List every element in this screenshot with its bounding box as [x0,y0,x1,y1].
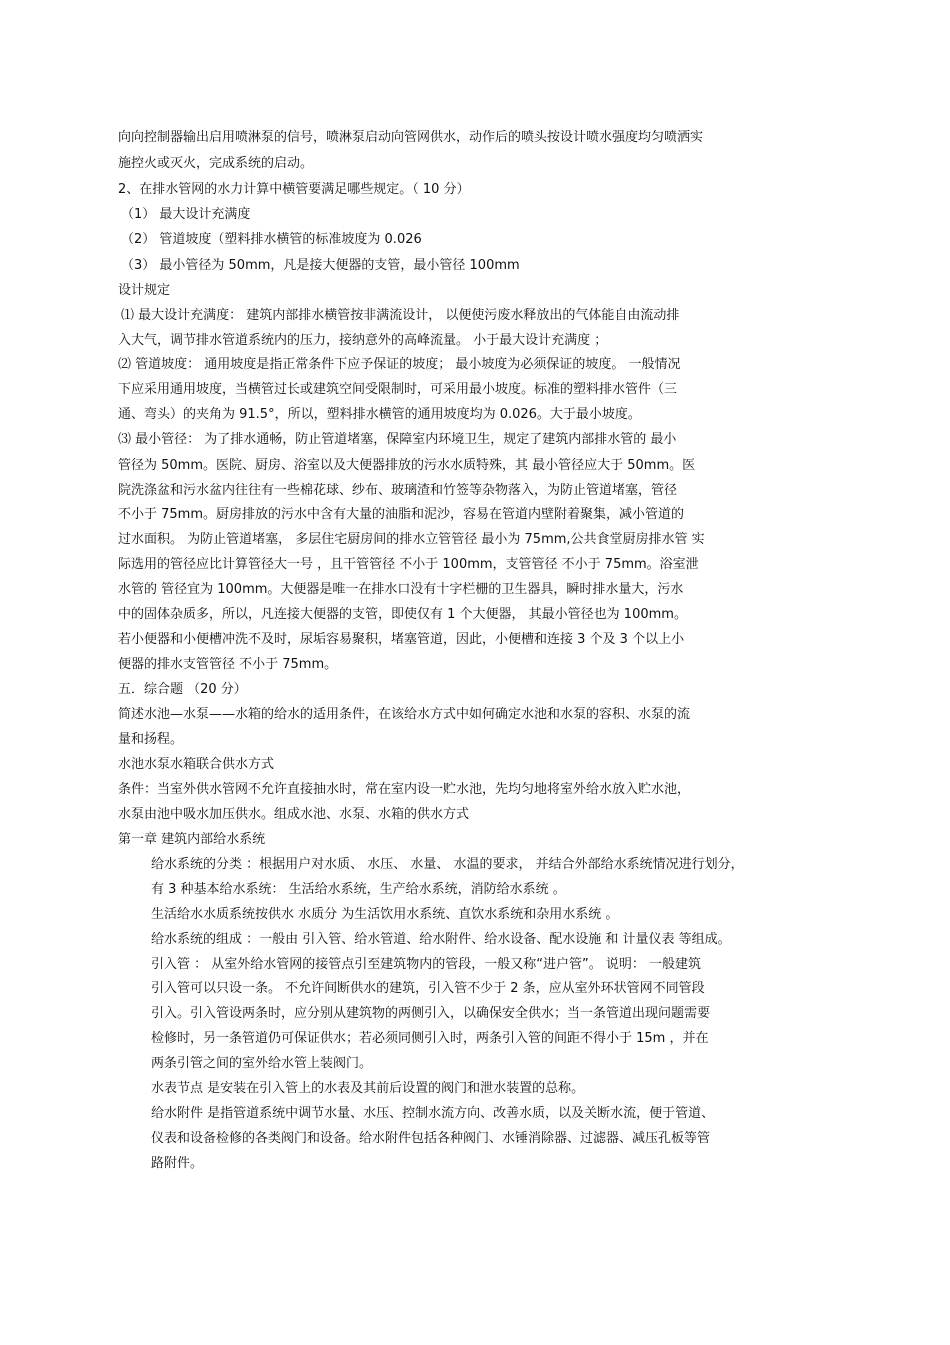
text-line: 过水面积。 为防止管道堵塞， 多层住宅厨房间的排水立管管径 最小为 75mm,公共食堂厨房排水管 实 [118,532,705,547]
chapter-heading: 第一章 建筑内部给水系统 [118,832,266,847]
text-line: （3） 最小管径为 50mm，凡是接大便器的支管，最小管径 100mm [121,258,520,273]
text-line: 水表节点 是安装在引入管上的水表及其前后设置的阀门和泄水装置的总称。 [151,1081,585,1096]
text-line: 施控火或灭火，完成系统的启动。 [118,156,314,171]
text-line: 简述水池—水泵——水箱的给水的适用条件，在该给水方式中如何确定水池和水泵的容积、水泵的流 [118,707,691,722]
text-line: 便器的排水支管管径 不小于 75mm。 [118,657,338,672]
section-heading: 五．综合题 （20 分） [118,682,247,697]
text-line: 向向控制器输出启用喷淋泵的信号，喷淋泵启动向管网供水，动作后的喷头按设计喷水强度均匀喷洒实 [118,130,704,145]
text-line: 水池水泵水箱联合供水方式 [118,757,275,772]
text-line: 条件：当室外供水管网不允许直接抽水时，常在室内设一贮水池，先均匀地将室外给水放入贮水池， [118,782,691,797]
text-line: 给水附件 是指管道系统中调节水量、水压、控制水流方向、改善水质，以及关断水流，便于管道、 [151,1106,715,1121]
question-heading: 2、在排水管网的水力计算中横管要满足哪些规定。（ 10 分） [118,182,470,197]
text-line: 给水系统的组成 ：一般由 引入管、给水管道、给水附件、给水设备、配水设施 和 计量仪表 等组成。 [151,932,731,947]
text-line: 管径为 50mm。医院、厨房、浴室以及大便器排放的污水水质特殊，其 最小管径应大于 50mm。医 [118,458,696,473]
text-line: 有 3 种基本给水系统： 生活给水系统，生产给水系统，消防给水系统 。 [151,882,566,897]
text-line: （1） 最大设计充满度 [121,207,251,222]
text-line: ⑵ 管道坡度： 通用坡度是指正常条件下应予保证的坡度； 最小坡度为必须保证的坡度。 一般情况 [118,357,681,372]
text-line: 水泵由池中吸水加压供水。组成水池、水泵、水箱的供水方式 [118,807,470,822]
text-line: 检修时，另一条管道仍可保证供水；若必须同侧引入时，两条引入管的间距不得小于 15m ，并在 [151,1031,709,1046]
section-heading: 设计规定 [118,283,171,298]
text-line: 通、弯头）的夹角为 91.5°，所以，塑料排水横管的通用坡度均为 0.026。大于最小坡度。 [118,407,641,422]
text-line: 际选用的管径应比计算管径大一号 ，且干管管径 不小于 100mm，支管管径 不小于 75mm。浴室泄 [118,557,699,572]
text-line: 水管的 管径宜为 100mm。大便器是唯一在排水口没有十字栏栅的卫生器具，瞬时排水量大，污水 [118,582,684,597]
text-line: 中的固体杂质多，所以，凡连接大便器的支管，即使仅有 1 个大便器， 其最小管径也为 100mm。 [118,607,687,622]
text-line: 入大气，调节排水管道系统内的压力，接纳意外的高峰流量。 小于最大设计充满度 ； [118,333,608,348]
text-line: 院洗涤盆和污水盆内往往有一些棉花球、纱布、玻璃渣和竹签等杂物落入，为防止管道堵塞，管径 [118,483,678,498]
text-line: 生活给水水质系统按供水 水质分 为生活饮用水系统、直饮水系统和杂用水系统 。 [151,907,619,922]
text-line: 仪表和设备检修的各类阀门和设备。给水附件包括各种阀门、水锤消除器、过滤器、减压孔板等管 [151,1131,711,1146]
text-line: 两条引管之间的室外给水管上装阀门。 [151,1056,373,1071]
text-line: 下应采用通用坡度，当横管过长或建筑空间受限制时，可采用最小坡度。标准的塑料排水管件（三 [118,382,678,397]
text-line: 给水系统的分类 ：根据用户对水质、 水压、 水量、 水温的要求， 并结合外部给水系统情况进行划分， [151,857,744,872]
text-line: 引入。引入管设两条时，应分别从建筑物的两侧引入，以确保安全供水；当一条管道出现问题需要 [151,1006,711,1021]
text-line: 不小于 75mm。厨房排放的污水中含有大量的油脂和泥沙，容易在管道内壁附着聚集，减小管道的 [118,507,685,522]
text-line: ⑴ 最大设计充满度： 建筑内部排水横管按非满流设计， 以便使污废水释放出的气体能自由流动排 [121,308,680,323]
text-line: 路附件。 [151,1156,204,1171]
text-line: 量和扬程。 [118,732,184,747]
text-line: ⑶ 最小管径： 为了排水通畅，防止管道堵塞，保障室内环境卫生，规定了建筑内部排水管的 最小 [118,432,677,447]
text-line: 引入管 ： 从室外给水管网的接管点引至建筑物内的管段，一般又称“进户管”。 说明： 一般建筑 [151,957,701,972]
text-line: 若小便器和小便槽冲洗不及时，尿垢容易聚积，堵塞管道，因此，小便槽和连接 3 个及 3 个以上小 [118,632,685,647]
text-line: 引入管可以只设一条。 不允许间断供水的建筑，引入管不少于 2 条，应从室外环状管网不同管段 [151,981,705,996]
text-line: （2） 管道坡度（塑料排水横管的标准坡度为 0.026 [121,232,422,247]
